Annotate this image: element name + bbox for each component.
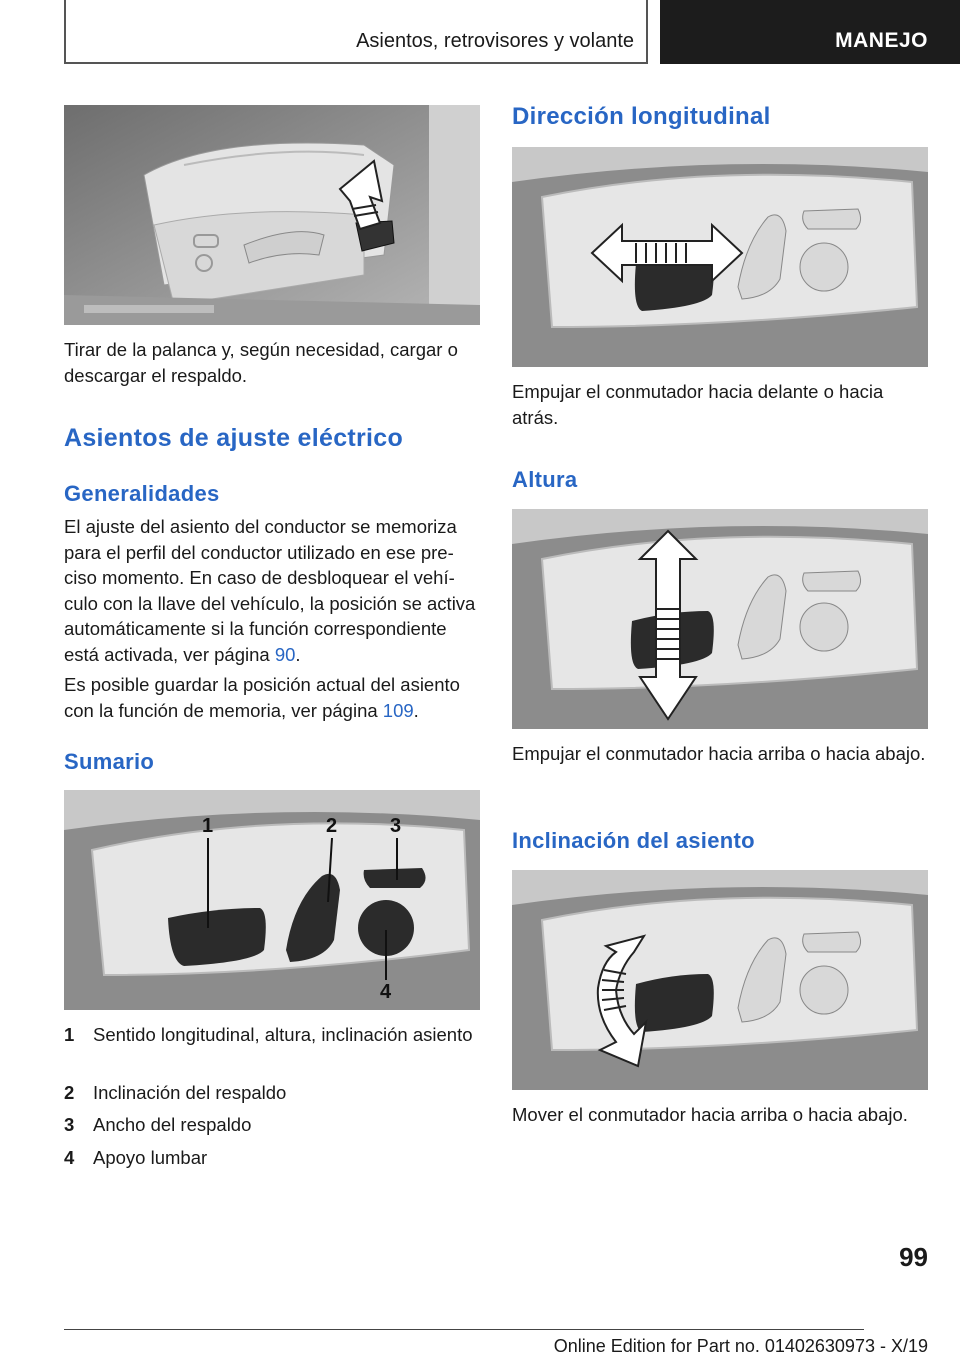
chapter-title: MANEJO <box>835 29 928 52</box>
heading-summary: Sumario <box>64 749 155 774</box>
callout-1: 1 <box>202 815 214 837</box>
header-chapter-tab <box>660 0 960 64</box>
heading-electric-seats: Asientos de ajuste eléctrico <box>64 424 404 452</box>
page-link-90[interactable]: 90 <box>274 643 296 665</box>
callout-4: 4 <box>380 981 392 1003</box>
section-title: Asientos, retrovisores y volante <box>356 30 634 52</box>
seat-controls-overview-svg <box>64 790 480 1010</box>
general-paragraph-2-text: Es posible guardar la posición actual del asiento con la función de memoria, ver página <box>64 674 460 721</box>
height-instruction: Empujar el conmutador hacia arriba o hacia abajo. <box>512 743 926 764</box>
header-section-tab <box>64 0 648 64</box>
edition-footer: Online Edition for Part no. 01402630973 - X/19 <box>553 1336 928 1356</box>
longitudinal-illustration <box>512 147 928 367</box>
page-number: 99 <box>899 1242 928 1272</box>
height-illustration <box>512 509 928 729</box>
footer-divider <box>64 1329 864 1330</box>
general-paragraph-2 <box>64 672 484 723</box>
heading-seat-tilt: Inclinación del asiento <box>512 828 755 853</box>
heading-longitudinal: Dirección longitudinal <box>512 103 771 130</box>
seat-tilt-instruction: Mover el conmutador hacia arriba o hacia abajo. <box>512 1104 908 1125</box>
list-item-text: Ancho del respaldo <box>93 1114 252 1135</box>
longitudinal-instruction: Empujar el conmutador hacia delante o hacia atrás. <box>512 381 884 428</box>
list-item-number: 3 <box>64 1114 75 1135</box>
general-paragraph-1-end: . <box>295 643 301 665</box>
list-item-text: Sentido longitudinal, altura, inclinación asiento <box>93 1024 473 1045</box>
backrest-instruction: Tirar de la palanca y, según necesidad, cargar o descargar el respaldo. <box>64 339 458 386</box>
page-link-109[interactable]: 109 <box>382 699 414 721</box>
general-paragraph-2-end: . <box>413 699 419 721</box>
general-paragraph-1 <box>64 514 484 667</box>
seat-tilt-svg <box>512 870 928 1090</box>
list-item-number: 4 <box>64 1147 75 1168</box>
seat-controls-overview-illustration <box>64 790 480 1010</box>
heading-general: Generalidades <box>64 481 220 506</box>
list-item-text: Inclinación del respaldo <box>93 1082 287 1103</box>
callout-3: 3 <box>390 815 402 837</box>
callout-2: 2 <box>326 815 338 837</box>
heading-height: Altura <box>512 467 578 492</box>
list-item-text: Apoyo lumbar <box>93 1147 208 1168</box>
list-item-number: 1 <box>64 1024 75 1045</box>
seat-lever-illustration <box>64 105 480 325</box>
list-item-number: 2 <box>64 1082 75 1103</box>
general-paragraph-1-text: El ajuste del asiento del conductor se memoriza para el perfil del conductor utilizado en ese pre‐ciso momento. En caso de desbloquear el vehí‐culo con la llave del vehículo, la posición se activa automáticamente si la función correspondiente está activada, ver página <box>64 516 476 665</box>
seat-tilt-illustration <box>512 870 928 1090</box>
height-svg <box>512 509 928 729</box>
seat-lever-svg <box>64 105 480 325</box>
longitudinal-svg <box>512 147 928 367</box>
